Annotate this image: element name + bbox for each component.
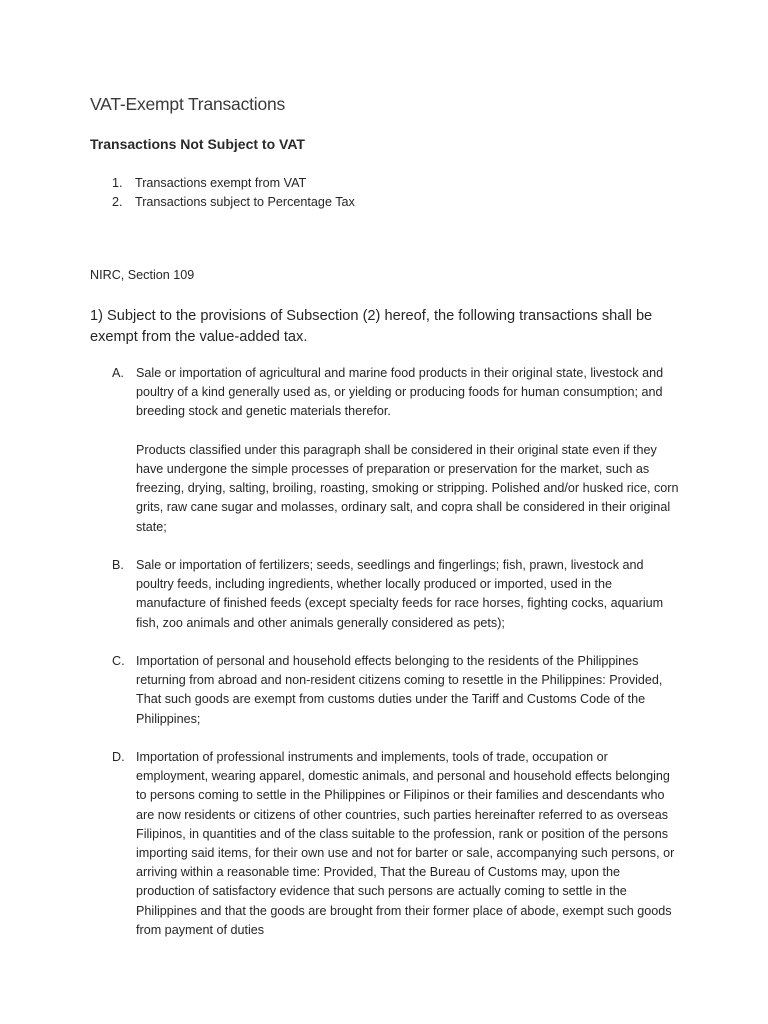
list-item-body xyxy=(136,652,682,729)
list-item-letter: A. xyxy=(112,366,124,380)
numbered-list xyxy=(112,174,355,212)
paragraph: Importation of professional instruments and implements, tools of trade, occupation or employment, wearing apparel, domestic animals, and personal and household effects belonging to persons coming to settle in the Philippines or Filipinos or their families and descendants who are now residents or citizens of other countries, such parties hereinafter referred to as overseas Filipinos, in quantities and of the class suitable to the profession, rank or position of the persons importing said items, for their own use and not for barter or sale, accompanying such persons, or arriving within a reasonable time: Provided, That the Bureau of Customs may, upon the production of satisfactory evidence that such persons are actually coming to settle in the Philippines and that the goods are brought from their former place of abode, exempt such goods from payment of duties xyxy=(136,750,675,937)
list-item-body xyxy=(136,556,682,633)
list-item xyxy=(112,556,682,633)
list-item-body xyxy=(136,748,682,940)
list-item-number: 1. xyxy=(112,176,123,190)
list-item-text: Transactions exempt from VAT xyxy=(135,176,307,190)
section-reference: NIRC, Section 109 xyxy=(90,268,195,282)
paragraph: Importation of personal and household effects belonging to the residents of the Philippines returning from abroad and non-resident citizens coming to resettle in the Philippines: Provided, That such goods are exempt from customs duties under the Tariff and Customs Code of the Philippines; xyxy=(136,654,663,726)
lettered-list xyxy=(112,364,682,940)
list-item-body xyxy=(136,364,682,537)
paragraph: Sale or importation of agricultural and marine food products in their original state, livestock and poultry of a kind generally used as, or yielding or producing foods for human consumption; and breeding stock and genetic materials therefor. xyxy=(136,366,664,419)
list-item xyxy=(112,748,682,940)
list-item-text: Transactions subject to Percentage Tax xyxy=(135,195,355,209)
section-heading: Transactions Not Subject to VAT xyxy=(90,136,305,152)
list-item-number: 2. xyxy=(112,195,123,209)
paragraph: Sale or importation of fertilizers; seeds, seedlings and fingerlings; fish, prawn, livestock and poultry feeds, including ingredients, whether locally produced or imported, used in the manufacture of finished feeds (except specialty feeds for race horses, fighting cocks, aquarium fish, zoo animals and other animals generally considered as pets); xyxy=(136,558,664,630)
list-item xyxy=(112,174,355,193)
list-item-letter: C. xyxy=(112,654,125,668)
document-title: VAT-Exempt Transactions xyxy=(90,94,286,114)
list-item xyxy=(112,364,682,537)
list-item xyxy=(112,652,682,729)
list-item-letter: B. xyxy=(112,558,124,572)
list-item xyxy=(112,193,355,212)
intro-paragraph: 1) Subject to the provisions of Subsection (2) hereof, the following transactions shall be exempt from the value-added tax. xyxy=(90,308,653,345)
list-item-letter: D. xyxy=(112,750,125,764)
paragraph: Products classified under this paragraph shall be considered in their original state even if they have undergone the simple processes of preparation or preservation for the market, such as freezing, drying, salting, broiling, roasting, smoking or stripping. Polished and/or husked rice, corn grits, raw cane sugar and molasses, ordinary salt, and copra shall be considered in their original state; xyxy=(136,442,679,534)
